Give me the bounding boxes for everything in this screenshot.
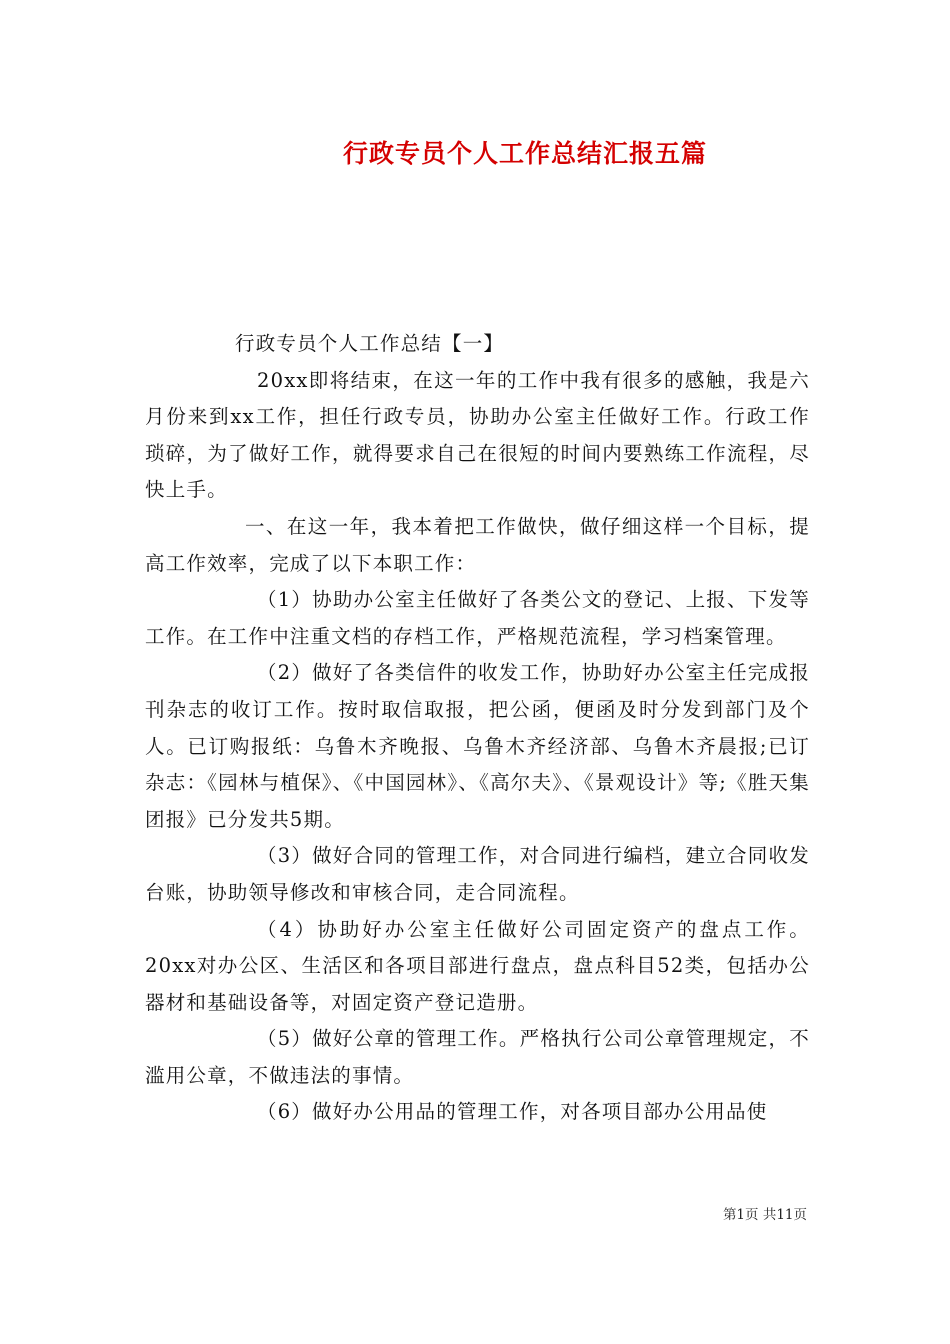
page-number: 第1页 共11页 — [722, 1207, 807, 1223]
paragraph-intro: 20xx即将结束，在这一年的工作中我有很多的感触，我是六月份来到xx工作，担任行政专员，协助办公室主任做好工作。行政工作琐碎，为了做好工作，就得要求自己在很短的时间内要熟练工作流程，尽快上手。 — [145, 368, 810, 502]
paragraph-item-5: （5）做好公章的管理工作。严格执行公司公章管理规定，不滥用公章，不做违法的事情。 — [145, 1027, 810, 1087]
paragraph-item-3: （3）做好合同的管理工作，对合同进行编档，建立合同收发台账，协助领导修改和审核合同，走合同流程。 — [145, 844, 810, 904]
paragraph-item-2: （2）做好了各类信件的收发工作，协助好办公室主任完成报刊杂志的收订工作。按时取信取报，把公函，便函及时分发到部门及个人。已订购报纸：乌鲁木齐晚报、乌鲁木齐经济部、乌鲁木齐晨报;已订杂志：《园林与植保》、《中国园林》、《高尔夫》、《景观设计》等;《胜天集团报》已分发共5期。 — [145, 661, 810, 831]
paragraph-section-one: 一、在这一年，我本着把工作做快，做仔细这样一个目标，提高工作效率，完成了以下本职工作： — [145, 514, 810, 575]
paragraph-item-4: （4）协助好办公室主任做好公司固定资产的盘点工作。20xx对办公区、生活区和各项目部进行盘点，盘点科目52类，包括办公器材和基础设备等，对固定资产登记造册。 — [145, 917, 810, 1014]
section-heading: 行政专员个人工作总结【一】 — [235, 332, 505, 355]
paragraph-item-1: （1）协助办公室主任做好了各类公文的登记、上报、下发等工作。在工作中注重文档的存档工作，严格规范流程，学习档案管理。 — [145, 588, 810, 648]
paragraph-item-6: （6）做好办公用品的管理工作，对各项目部办公用品使 — [257, 1100, 768, 1124]
document-body — [145, 326, 810, 1131]
document-title: 行政专员个人工作总结汇报五篇 — [342, 139, 707, 168]
